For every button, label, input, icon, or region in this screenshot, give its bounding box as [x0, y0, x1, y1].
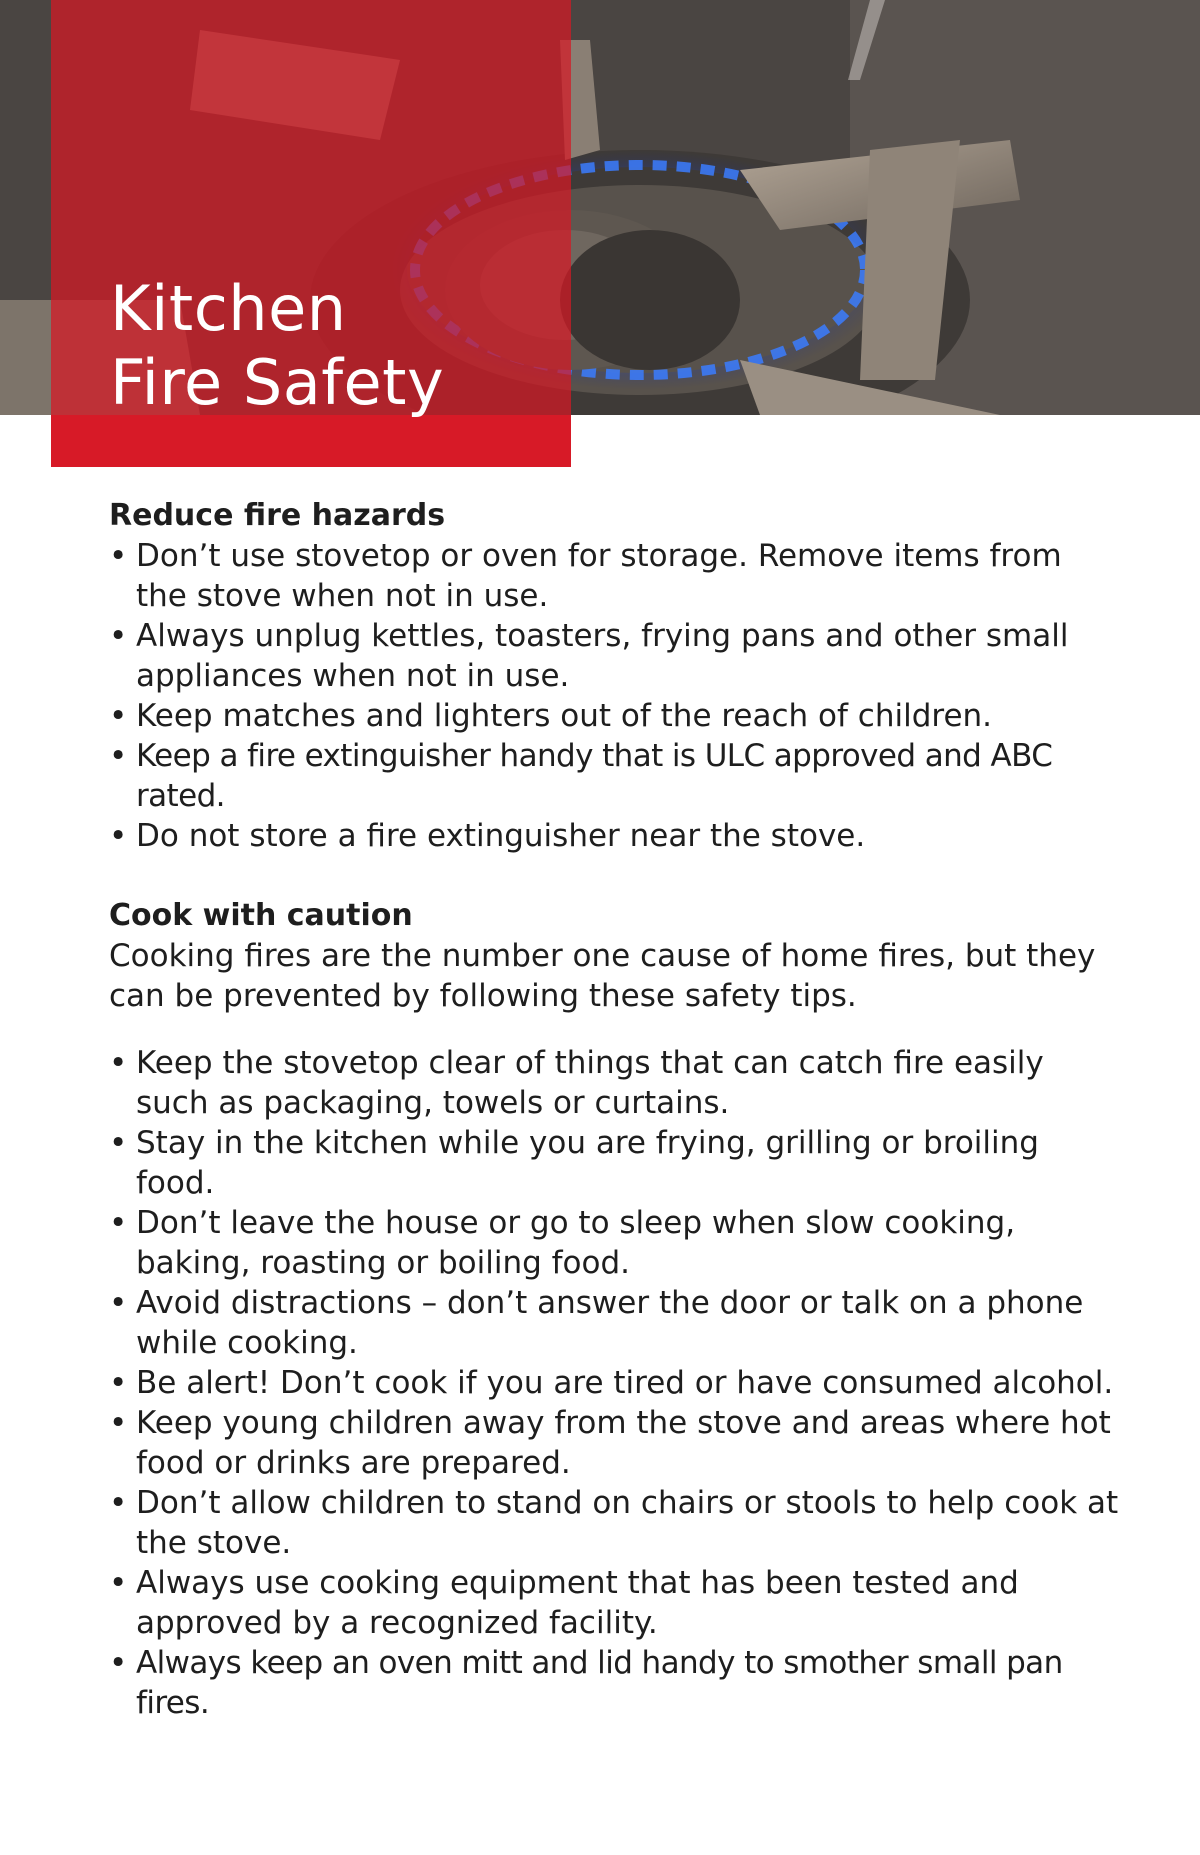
content [109, 496, 1119, 1723]
page-title [110, 272, 550, 420]
list-item: • Keep young children away from the stove and areas where hot food or drinks are prepared. [109, 1403, 1119, 1483]
section-intro: Cooking fires are the number one cause of home fires, but they can be prevented by following these safety tips. [109, 938, 1096, 1014]
list-item: • Stay in the kitchen while you are frying, grilling or broiling food. [109, 1123, 1119, 1203]
section-heading: Cook with caution [109, 898, 413, 933]
list-item: • Don’t allow children to stand on chairs or stools to help cook at the stove. [109, 1483, 1119, 1563]
list-item: • Don’t leave the house or go to sleep when slow cooking, baking, roasting or boiling food. [109, 1203, 1119, 1283]
title-line-1: Kitchen [110, 272, 347, 345]
list-item: • Do not store a fire extinguisher near the stove. [109, 816, 1119, 856]
list-item: • Always keep an oven mitt and lid handy to smother small pan fires. [109, 1643, 1119, 1723]
list-item: • Keep matches and lighters out of the reach of children. [109, 696, 1119, 736]
list-item: • Always unplug kettles, toasters, frying pans and other small appliances when not in use. [109, 616, 1119, 696]
title-overlay-base [51, 415, 571, 467]
bullet-list [109, 536, 1119, 856]
list-item: • Keep a fire extinguisher handy that is ULC approved and ABC rated. [109, 736, 1119, 816]
list-item: • Be alert! Don’t cook if you are tired or have consumed alcohol. [109, 1363, 1119, 1403]
list-item: • Don’t use stovetop or oven for storage. Remove items from the stove when not in use. [109, 536, 1119, 616]
list-item: • Avoid distractions – don’t answer the door or talk on a phone while cooking. [109, 1283, 1119, 1363]
list-item: • Always use cooking equipment that has been tested and approved by a recognized facility. [109, 1563, 1119, 1643]
list-item: • Keep the stovetop clear of things that can catch fire easily such as packaging, towels or curtains. [109, 1043, 1119, 1123]
title-line-2: Fire Safety [110, 346, 445, 419]
bullet-list [109, 1043, 1119, 1723]
section-reduce-fire-hazards [109, 496, 1119, 856]
section-heading: Reduce fire hazards [109, 498, 446, 533]
section-cook-with-caution [109, 896, 1119, 1723]
